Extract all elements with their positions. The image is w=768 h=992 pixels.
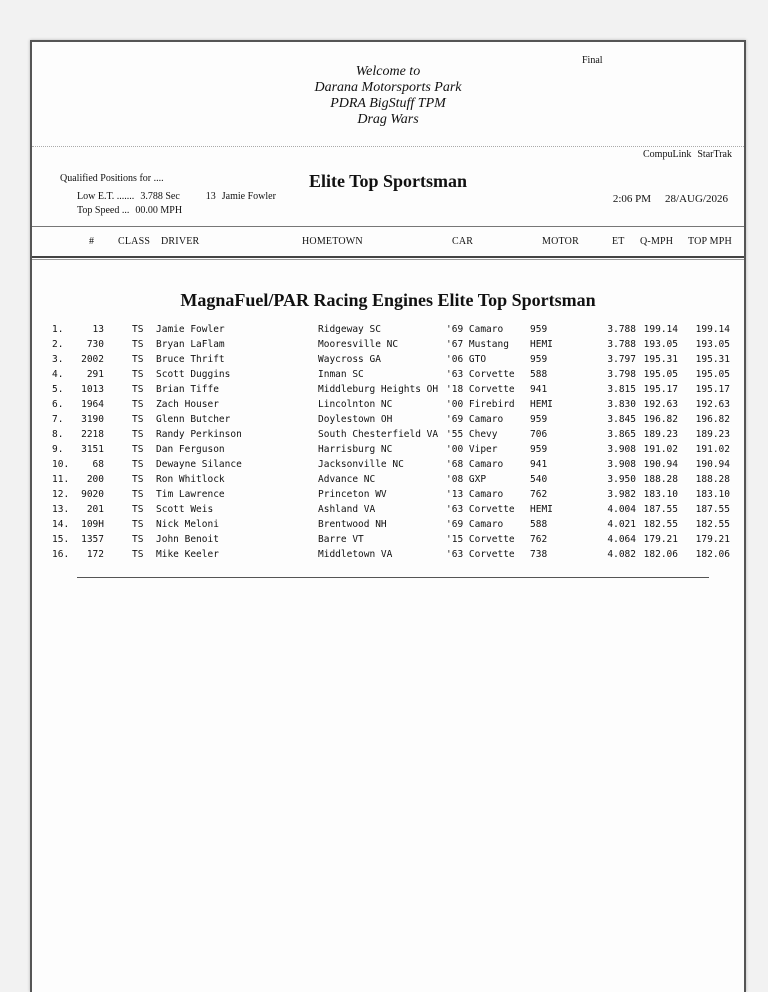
date: 28/AUG/2026 [665, 193, 728, 205]
car: '13 Camaro [446, 489, 504, 500]
hometown: Inman SC [318, 369, 364, 380]
et: 3.950 [607, 474, 636, 485]
car-number: 200 [86, 474, 104, 485]
table-row [32, 489, 744, 504]
driver: Ron Whitlock [156, 474, 225, 485]
hometown: South Chesterfield VA [318, 429, 439, 440]
top-mph: 195.31 [695, 354, 730, 365]
hometown: Waycross GA [318, 354, 381, 365]
hometown: Middletown VA [318, 549, 393, 560]
table-row [32, 444, 744, 459]
position: 16. [52, 549, 70, 560]
car: '63 Corvette [446, 549, 515, 560]
driver: Tim Lawrence [156, 489, 225, 500]
table-row [32, 474, 744, 489]
motor: HEMI [530, 399, 553, 410]
q-mph: 187.55 [643, 504, 678, 515]
divider [32, 226, 744, 227]
et: 3.788 [607, 324, 636, 335]
driver: Bryan LaFlam [156, 339, 225, 350]
car: '08 GXP [446, 474, 487, 485]
q-mph: 190.94 [643, 459, 678, 470]
q-mph: 182.06 [643, 549, 678, 560]
top-mph: 193.05 [695, 339, 730, 350]
hometown: Advance NC [318, 474, 376, 485]
position: 4. [52, 369, 64, 380]
driver: Randy Perkinson [156, 429, 242, 440]
position: 10. [52, 459, 70, 470]
motor: 959 [530, 414, 548, 425]
car-number: 109H [81, 519, 104, 530]
q-mph: 195.31 [643, 354, 678, 365]
top-speed-label: Top Speed ... [77, 205, 130, 216]
low-et-label: Low E.T. ....... [77, 191, 135, 202]
car: '06 GTO [446, 354, 487, 365]
et: 4.064 [607, 534, 636, 545]
table-row [32, 414, 744, 429]
col-header-hometown: HOMETOWN [302, 236, 363, 247]
class: TS [132, 444, 144, 455]
low-et-value: 3.788 Sec [140, 191, 180, 202]
et: 4.021 [607, 519, 636, 530]
et: 3.798 [607, 369, 636, 380]
divider [32, 146, 744, 147]
car-number: 13 [92, 324, 104, 335]
car-number: 68 [92, 459, 104, 470]
class: TS [132, 384, 144, 395]
et: 4.004 [607, 504, 636, 515]
qualified-label: Qualified Positions for .... [60, 173, 164, 184]
banner-line: Drag Wars [357, 112, 419, 127]
position: 6. [52, 399, 64, 410]
q-mph: 196.82 [643, 414, 678, 425]
table-row [32, 339, 744, 354]
motor: 540 [530, 474, 548, 485]
car-number: 1357 [81, 534, 104, 545]
car-number: 291 [86, 369, 104, 380]
table-row [32, 384, 744, 399]
hometown: Ridgeway SC [318, 324, 381, 335]
car-number: 3190 [81, 414, 104, 425]
position: 8. [52, 429, 64, 440]
position: 15. [52, 534, 70, 545]
driver: Scott Duggins [156, 369, 231, 380]
q-mph: 188.28 [643, 474, 678, 485]
results-table [32, 324, 744, 564]
col-header-car: CAR [452, 236, 474, 247]
top-mph: 199.14 [695, 324, 730, 335]
motor: 738 [530, 549, 548, 560]
motor: 588 [530, 369, 548, 380]
top-mph: 191.02 [695, 444, 730, 455]
top-mph: 179.21 [695, 534, 730, 545]
class: TS [132, 474, 144, 485]
class: TS [132, 339, 144, 350]
driver: Mike Keeler [156, 549, 219, 560]
table-row [32, 549, 744, 564]
car-number: 3151 [81, 444, 104, 455]
position: 9. [52, 444, 64, 455]
class: TS [132, 429, 144, 440]
divider [32, 256, 744, 258]
event-title: Elite Top Sportsman [308, 171, 468, 191]
class: TS [132, 459, 144, 470]
car-number: 172 [86, 549, 104, 560]
et: 3.845 [607, 414, 636, 425]
car: '68 Camaro [446, 459, 504, 470]
col-header-motor: MOTOR [542, 236, 579, 247]
driver: Jamie Fowler [156, 324, 225, 335]
car-number: 730 [86, 339, 104, 350]
position: 1. [52, 324, 64, 335]
q-mph: 195.17 [643, 384, 678, 395]
col-header-driver: DRIVER [161, 236, 200, 247]
class: TS [132, 549, 144, 560]
car: '69 Camaro [446, 324, 504, 335]
et: 3.982 [607, 489, 636, 500]
low-et-line [77, 191, 276, 202]
col-header-topmph: TOP MPH [688, 236, 732, 247]
col-header-num: # [89, 236, 95, 247]
car: '00 Firebird [446, 399, 515, 410]
driver: Dan Ferguson [156, 444, 225, 455]
table-row [32, 504, 744, 519]
motor: 959 [530, 354, 548, 365]
q-mph: 199.14 [643, 324, 678, 335]
car-number: 201 [86, 504, 104, 515]
table-row [32, 369, 744, 384]
table-row [32, 519, 744, 534]
car: '63 Corvette [446, 504, 515, 515]
et: 3.908 [607, 444, 636, 455]
car: '67 Mustang [446, 339, 509, 350]
class: TS [132, 324, 144, 335]
driver: Zach Houser [156, 399, 219, 410]
q-mph: 193.05 [643, 339, 678, 350]
table-row [32, 429, 744, 444]
car: '69 Camaro [446, 519, 504, 530]
motor: 588 [530, 519, 548, 530]
position: 5. [52, 384, 64, 395]
et: 4.082 [607, 549, 636, 560]
class: TS [132, 414, 144, 425]
col-header-qmph: Q-MPH [640, 236, 674, 247]
results-sheet [30, 40, 746, 992]
table-row [32, 459, 744, 474]
et: 3.815 [607, 384, 636, 395]
driver: Dewayne Silance [156, 459, 242, 470]
motor: 941 [530, 384, 548, 395]
hometown: Jacksonville NC [318, 459, 404, 470]
q-mph: 189.23 [643, 429, 678, 440]
car-number: 1964 [81, 399, 104, 410]
motor: 706 [530, 429, 548, 440]
top-mph: 195.17 [695, 384, 730, 395]
position: 2. [52, 339, 64, 350]
et: 3.797 [607, 354, 636, 365]
hometown: Princeton WV [318, 489, 387, 500]
col-header-class: CLASS [118, 236, 151, 247]
hometown: Doylestown OH [318, 414, 393, 425]
motor: 762 [530, 534, 548, 545]
car: '63 Corvette [446, 369, 515, 380]
class: TS [132, 399, 144, 410]
car-number: 1013 [81, 384, 104, 395]
et: 3.908 [607, 459, 636, 470]
driver: Brian Tiffe [156, 384, 219, 395]
low-et-driver: Jamie Fowler [221, 191, 276, 202]
et: 3.865 [607, 429, 636, 440]
position: 12. [52, 489, 70, 500]
status-label: Final [582, 55, 603, 66]
divider [32, 259, 744, 260]
driver: Glenn Butcher [156, 414, 231, 425]
top-mph: 192.63 [695, 399, 730, 410]
et: 3.788 [607, 339, 636, 350]
car: '15 Corvette [446, 534, 515, 545]
class: TS [132, 489, 144, 500]
table-row [32, 534, 744, 549]
driver: Nick Meloni [156, 519, 219, 530]
hometown: Lincolnton NC [318, 399, 393, 410]
software-name: StarTrak [697, 149, 732, 160]
car-number: 2218 [81, 429, 104, 440]
time: 2:06 PM [612, 193, 652, 205]
position: 3. [52, 354, 64, 365]
top-mph: 183.10 [695, 489, 730, 500]
q-mph: 182.55 [643, 519, 678, 530]
top-mph: 188.28 [695, 474, 730, 485]
hometown: Barre VT [318, 534, 364, 545]
class: TS [132, 519, 144, 530]
position: 7. [52, 414, 64, 425]
position: 14. [52, 519, 70, 530]
car-number: 9020 [81, 489, 104, 500]
q-mph: 195.05 [643, 369, 678, 380]
position: 11. [52, 474, 70, 485]
table-row [32, 354, 744, 369]
top-mph: 196.82 [695, 414, 730, 425]
hometown: Mooresville NC [318, 339, 399, 350]
class: TS [132, 369, 144, 380]
driver: Bruce Thrift [156, 354, 225, 365]
motor: 941 [530, 459, 548, 470]
track-banner [32, 64, 744, 128]
position: 13. [52, 504, 70, 515]
driver: John Benoit [156, 534, 219, 545]
timestamp [613, 193, 728, 205]
hometown: Ashland VA [318, 504, 376, 515]
top-mph: 187.55 [695, 504, 730, 515]
software-name: CompuLink [643, 149, 692, 160]
car-number: 2002 [81, 354, 104, 365]
motor: 959 [530, 324, 548, 335]
q-mph: 191.02 [643, 444, 678, 455]
class: TS [132, 504, 144, 515]
car: '55 Chevy [446, 429, 498, 440]
col-header-et: ET [612, 236, 625, 247]
car: '18 Corvette [446, 384, 515, 395]
banner-line: Darana Motorsports Park [314, 80, 462, 95]
top-mph: 189.23 [695, 429, 730, 440]
q-mph: 179.21 [643, 534, 678, 545]
table-row [32, 399, 744, 414]
top-mph: 182.55 [695, 519, 730, 530]
q-mph: 183.10 [643, 489, 678, 500]
banner-line: PDRA BigStuff TPM [330, 96, 446, 111]
divider [77, 577, 709, 578]
class: TS [132, 354, 144, 365]
hometown: Harrisburg NC [318, 444, 393, 455]
top-mph: 195.05 [695, 369, 730, 380]
car: '69 Camaro [446, 414, 504, 425]
banner-line: Welcome to [355, 64, 421, 79]
hometown: Brentwood NH [318, 519, 387, 530]
top-mph: 190.94 [695, 459, 730, 470]
q-mph: 192.63 [643, 399, 678, 410]
table-row [32, 324, 744, 339]
top-mph: 182.06 [695, 549, 730, 560]
car: '00 Viper [446, 444, 498, 455]
motor: 959 [530, 444, 548, 455]
software-credit [643, 149, 732, 160]
motor: 762 [530, 489, 548, 500]
hometown: Middleburg Heights OH [318, 384, 439, 395]
et: 3.830 [607, 399, 636, 410]
top-speed-value: 00.00 MPH [135, 205, 183, 216]
top-speed-line [77, 205, 182, 216]
motor: HEMI [530, 339, 553, 350]
table-title: MagnaFuel/PAR Racing Engines Elite Top Sportsman [180, 290, 596, 310]
motor: HEMI [530, 504, 553, 515]
class: TS [132, 534, 144, 545]
driver: Scott Weis [156, 504, 214, 515]
low-et-car: 13 [205, 191, 216, 202]
